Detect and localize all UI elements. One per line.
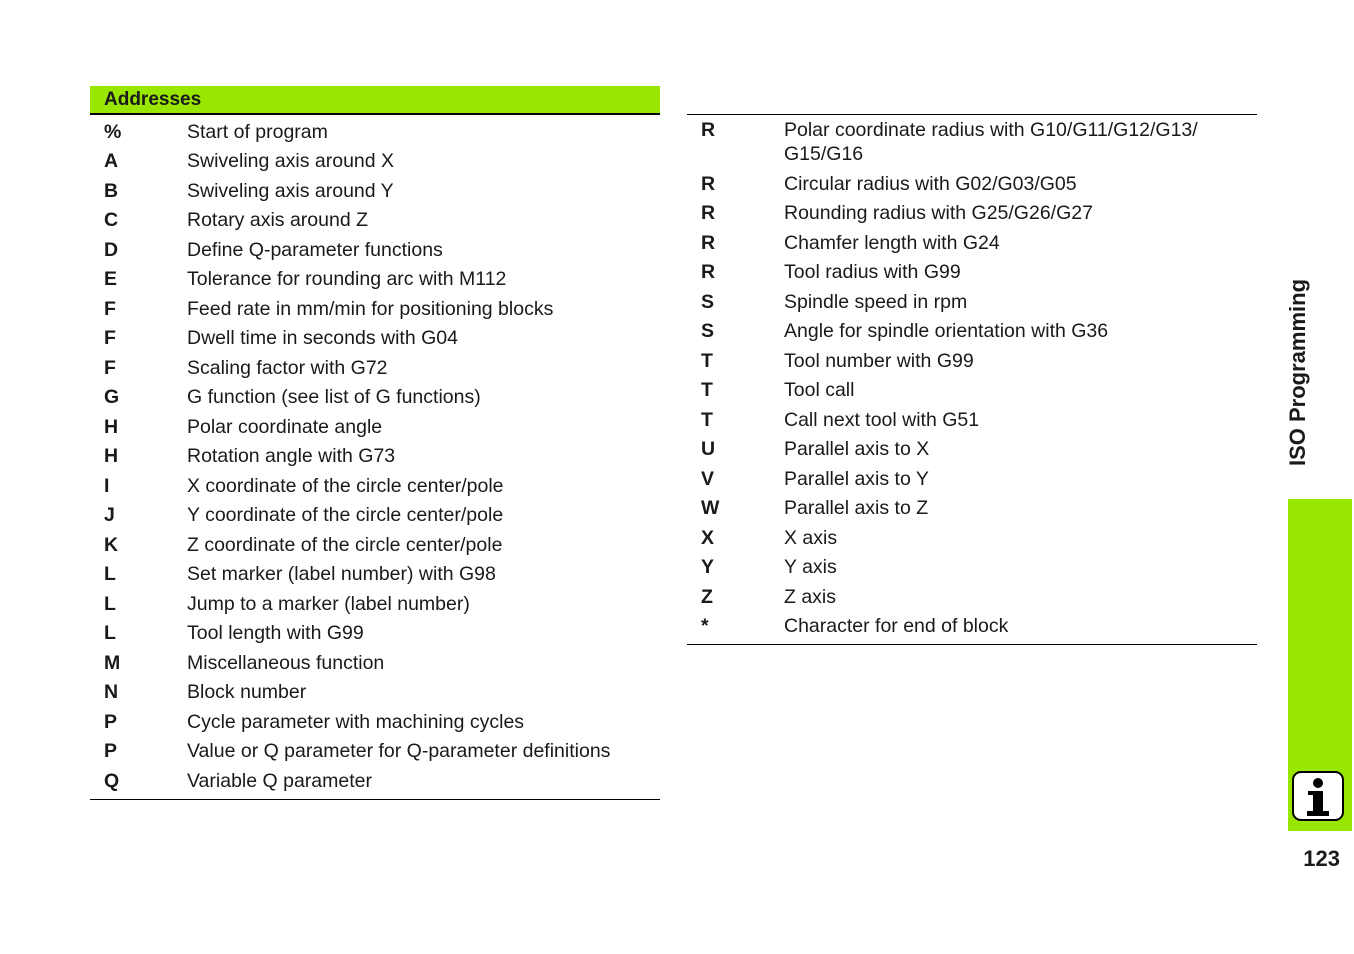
table-row: [90, 117, 660, 147]
address-code: F: [104, 297, 116, 320]
address-description: Miscellaneous function: [187, 651, 385, 674]
address-code: Q: [104, 769, 120, 792]
addresses-table-left: [90, 86, 660, 800]
table-row: [687, 199, 1257, 229]
table-row: [687, 346, 1257, 376]
address-description: Spindle speed in rpm: [784, 290, 968, 313]
table-row: [90, 678, 660, 708]
address-description: Chamfer length with G24: [784, 231, 1000, 254]
address-description: Jump to a marker (label number): [187, 592, 470, 615]
table-row: [90, 442, 660, 472]
address-code: T: [701, 349, 713, 372]
address-description: X axis: [784, 526, 838, 549]
table-body-left: [90, 115, 660, 800]
addresses-table-right: [687, 114, 1257, 645]
address-description: Tool radius with G99: [784, 261, 961, 283]
table-row: [687, 317, 1257, 347]
address-description: X coordinate of the circle center/pole: [187, 474, 504, 497]
address-code: V: [701, 467, 715, 490]
address-code: P: [104, 710, 118, 733]
address-code: T: [701, 379, 713, 401]
address-code: X: [701, 526, 715, 549]
table-row: [90, 501, 660, 531]
address-description: Feed rate in mm/min for positioning blocks: [187, 297, 554, 320]
address-code: K: [104, 533, 119, 556]
address-description: Angle for spindle orientation with G36: [784, 320, 1109, 342]
address-code: F: [104, 327, 116, 349]
address-code: R: [701, 202, 716, 224]
address-code: F: [104, 356, 116, 379]
info-icon: [1292, 771, 1344, 821]
address-description: Tolerance for rounding arc with M112: [187, 268, 507, 290]
address-description: Z coordinate of the circle center/pole: [187, 533, 503, 556]
table-row: [687, 169, 1257, 199]
table-row: [687, 287, 1257, 317]
address-description: Rotation angle with G73: [187, 445, 396, 467]
address-code: E: [104, 268, 118, 290]
address-description: Polar coordinate angle: [187, 415, 383, 438]
table-row: [90, 206, 660, 236]
address-code: P: [104, 740, 118, 762]
address-description: Value or Q parameter for Q-parameter definitions: [187, 740, 611, 762]
address-description: Start of program: [187, 120, 328, 143]
address-code: M: [104, 651, 121, 674]
table-row: [687, 582, 1257, 612]
address-code: N: [104, 681, 119, 703]
address-description: Rotary axis around Z: [187, 209, 368, 231]
address-code: J: [104, 504, 115, 526]
address-description: Parallel axis to X: [784, 438, 930, 460]
table-row: [687, 258, 1257, 288]
address-code: *: [701, 615, 709, 637]
table-row: [90, 324, 660, 354]
table-row: [687, 523, 1257, 553]
address-code: S: [701, 290, 715, 313]
table-row: [687, 553, 1257, 583]
address-description: Circular radius with G02/G03/G05: [784, 172, 1077, 195]
table-row: [90, 412, 660, 442]
table-row: [90, 176, 660, 206]
table-row: [687, 612, 1257, 642]
address-code: %: [104, 120, 122, 143]
address-code: L: [104, 563, 116, 585]
table-row: [687, 494, 1257, 524]
table-row: [90, 766, 660, 796]
address-description: G function (see list of G functions): [187, 386, 481, 408]
address-code: B: [104, 179, 119, 202]
address-description: Swiveling axis around Y: [187, 179, 394, 202]
table-row: [90, 265, 660, 295]
address-code: L: [104, 622, 116, 644]
table-row: [90, 353, 660, 383]
table-row: [687, 464, 1257, 494]
address-code: D: [104, 238, 119, 261]
address-code: I: [104, 474, 110, 497]
address-description: Define Q-parameter functions: [187, 238, 443, 261]
address-code: C: [104, 209, 119, 231]
address-code: U: [701, 438, 716, 460]
address-description: Tool number with G99: [784, 349, 974, 372]
address-description: Set marker (label number) with G98: [187, 563, 496, 585]
address-description: Scaling factor with G72: [187, 356, 388, 379]
address-description: Y coordinate of the circle center/pole: [187, 504, 504, 526]
address-code: H: [104, 445, 119, 467]
table-row: [687, 405, 1257, 435]
address-description: Variable Q parameter: [187, 769, 372, 792]
address-description: Z axis: [784, 585, 837, 608]
address-code: R: [701, 172, 716, 195]
address-description: Rounding radius with G25/G26/G27: [784, 202, 1093, 224]
table-row: [90, 294, 660, 324]
table-row: [687, 376, 1257, 406]
table-row: [90, 707, 660, 737]
address-code: A: [104, 150, 119, 172]
address-code: T: [701, 408, 713, 431]
table-row: [90, 471, 660, 501]
address-code: W: [701, 497, 720, 519]
address-code: R: [701, 118, 716, 141]
address-description: Parallel axis to Y: [784, 467, 929, 490]
page-number: 123: [1303, 846, 1340, 871]
table-row: [90, 619, 660, 649]
table-row: [90, 737, 660, 767]
table-row: [90, 530, 660, 560]
address-description: Character for end of block: [784, 615, 1009, 637]
table-body-right: [687, 115, 1257, 645]
address-description: Y axis: [784, 556, 837, 578]
chapter-title: ISO Programming: [1285, 278, 1310, 466]
address-description: Parallel axis to Z: [784, 497, 929, 519]
address-description: Tool length with G99: [187, 622, 364, 644]
address-code: H: [104, 415, 119, 438]
address-description: Call next tool with G51: [784, 408, 980, 431]
table-header: Addresses: [90, 86, 660, 115]
address-code: L: [104, 592, 116, 615]
address-code: S: [701, 320, 715, 342]
address-description: Tool call: [784, 379, 855, 401]
address-code: Z: [701, 585, 713, 608]
address-description: Swiveling axis around X: [187, 150, 395, 172]
table-row: [687, 435, 1257, 465]
address-code: R: [701, 231, 716, 254]
address-description: Cycle parameter with machining cycles: [187, 710, 525, 733]
address-code: R: [701, 261, 716, 283]
address-code: G: [104, 386, 120, 408]
table-row: [90, 589, 660, 619]
table-row: [90, 235, 660, 265]
table-row: [90, 560, 660, 590]
address-description: Polar coordinate radius with G10/G11/G12/G13/ G15/G16: [784, 118, 1198, 165]
table-row: [687, 115, 1257, 169]
table-row: [90, 383, 660, 413]
address-description: Block number: [187, 681, 307, 703]
address-description: Dwell time in seconds with G04: [187, 327, 458, 349]
address-code: Y: [701, 556, 715, 578]
table-row: [687, 228, 1257, 258]
table-row: [90, 648, 660, 678]
table-row: [90, 147, 660, 177]
